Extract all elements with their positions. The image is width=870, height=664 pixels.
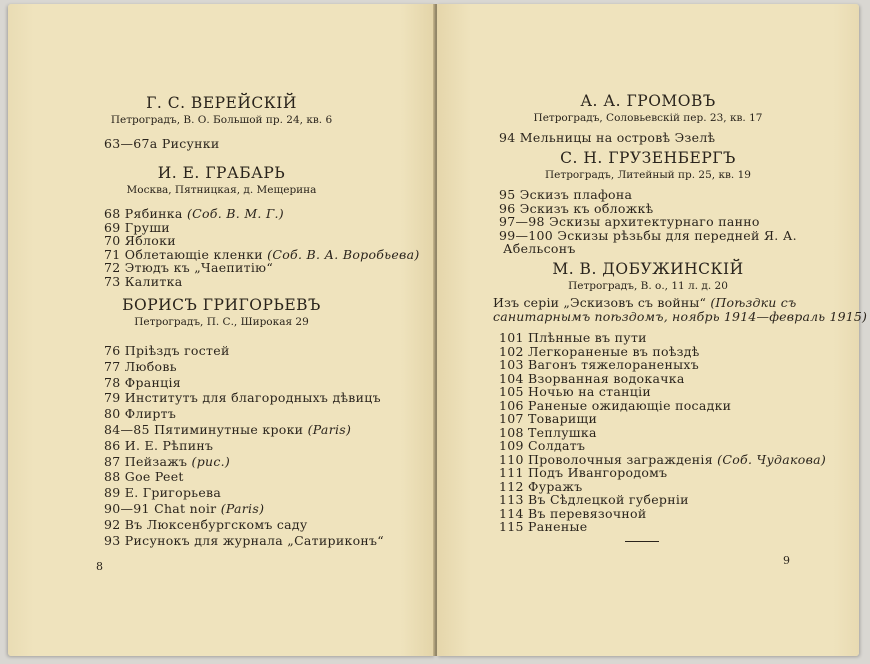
- artwork-collection-note: (Соб. В. М. Г.): [186, 206, 284, 221]
- artwork-entry: [499, 385, 826, 399]
- artwork-title: Рябинка: [124, 206, 183, 221]
- artwork-title: Товарищи: [528, 411, 598, 426]
- page-number: 9: [783, 554, 790, 567]
- artwork-number: 79: [104, 390, 121, 406]
- artwork-entry: [104, 517, 384, 533]
- artwork-entry: [104, 375, 384, 391]
- artist-name: Г. С. ВЕРЕЙСКІЙ: [146, 94, 297, 112]
- artwork-title: Ночью на станціи: [528, 384, 652, 399]
- series-note: (Поѣздки съ: [710, 295, 797, 310]
- artwork-title: Яблоки: [124, 233, 176, 248]
- artwork-entry: [104, 275, 420, 289]
- artwork-entry: [499, 372, 826, 386]
- page-number: 8: [96, 560, 103, 573]
- artwork-number: 69: [104, 219, 121, 235]
- artwork-entry: [499, 399, 826, 413]
- artist-address: Петроградъ, В. о., 11 л. д. 20: [568, 280, 728, 292]
- artwork-entry: [104, 406, 384, 422]
- artwork-title: Goe Peet: [124, 469, 184, 485]
- artwork-title: Легкораненые въ поѣздѣ: [528, 343, 700, 359]
- artwork-number: 99—100: [499, 227, 554, 243]
- artist-header: [437, 149, 859, 182]
- artwork-list: [499, 331, 826, 534]
- artist-name: БОРИСЪ ГРИГОРЬЕВЪ: [122, 296, 321, 314]
- artwork-title: Мельницы на островѣ Эзелѣ: [519, 130, 716, 145]
- series-note-continued: санитарнымъ поѣздомъ, ноябрь 1914—февраль 1915): [493, 309, 868, 324]
- artwork-number: 90—91: [104, 500, 150, 516]
- artwork-entry: [499, 507, 826, 521]
- artwork-number: 105: [499, 384, 524, 399]
- artwork-collection-note: (Соб. В. А. Воробьева): [267, 246, 420, 262]
- artwork-title: Любовь: [124, 358, 177, 374]
- artwork-collection-note: (Paris): [307, 421, 352, 437]
- series-title: Изъ серіи „Эскизовъ съ войны“: [493, 295, 707, 310]
- artwork-list: [104, 343, 384, 548]
- artist-address: Петроградъ, П. С., Широкая 29: [134, 316, 309, 328]
- artwork-entry: [499, 345, 826, 359]
- artwork-number: 106: [499, 397, 524, 413]
- artwork-entry: [499, 188, 797, 202]
- artwork-number: 68: [104, 206, 121, 221]
- artwork-title: И. Е. Рѣпинъ: [124, 437, 214, 453]
- artist-address: Петроградъ, Литейный пр. 25, кв. 19: [545, 169, 751, 181]
- artwork-number: 86: [104, 437, 121, 453]
- artwork-entry: [104, 221, 420, 235]
- artwork-entry: [499, 453, 826, 467]
- artwork-number: 87: [104, 453, 121, 469]
- artwork-number: 84—85: [104, 421, 150, 437]
- artwork-title: Этюдъ къ „Чаепитію“: [124, 260, 274, 275]
- artwork-number: 103: [499, 357, 524, 372]
- artwork-number: 89: [104, 485, 121, 501]
- artwork-title: Флиртъ: [124, 406, 177, 422]
- artwork-entry: [104, 469, 384, 485]
- artwork-title: Эскизъ плафона: [519, 187, 633, 202]
- artwork-title: Рисунокъ для журнала „Сатириконъ“: [124, 532, 384, 548]
- artwork-title: Плѣнные въ пути: [528, 330, 647, 345]
- artist-header: [8, 296, 435, 329]
- artist-name: М. В. ДОБУЖИНСКІЙ: [552, 260, 744, 278]
- artwork-title: Эскизы рѣзьбы для передней Я. А.: [557, 227, 797, 243]
- artwork-title: Абельсонъ: [503, 241, 576, 256]
- left-page: [8, 4, 435, 656]
- artwork-entry: [499, 466, 826, 480]
- artwork-title: Вагонъ тяжелораненыхъ: [528, 357, 699, 372]
- artwork-number: 97—98: [499, 214, 545, 229]
- artwork-entry: [499, 358, 826, 372]
- artist-header: [437, 92, 859, 125]
- artwork-number: 76: [104, 343, 121, 358]
- left-page-content: [8, 4, 435, 656]
- right-page: [437, 4, 868, 656]
- artwork-title: Пейзажъ: [124, 453, 188, 469]
- artwork-number: 73: [104, 273, 121, 289]
- artwork-title: Пятиминутные кроки: [154, 421, 304, 437]
- artwork-number: 108: [499, 424, 524, 440]
- artwork-title: Въ Люксенбургскомъ саду: [124, 516, 308, 532]
- artist-header: [437, 260, 859, 293]
- artwork-entry: [499, 493, 826, 507]
- artwork-number: 95: [499, 187, 516, 202]
- artwork-entry: [104, 359, 384, 375]
- artwork-entry: [499, 480, 826, 494]
- artwork-entry: [104, 248, 420, 262]
- artist-address: Петроградъ, Соловьевскій пер. 23, кв. 17: [533, 112, 763, 124]
- artwork-entry: [104, 485, 384, 501]
- artist-name: А. А. ГРОМОВЪ: [580, 92, 716, 110]
- artwork-title: Фуражъ: [528, 478, 583, 494]
- artwork-number: 78: [104, 374, 121, 390]
- artwork-collection-note: (Paris): [220, 500, 265, 516]
- artist-address: Москва, Пятницкая, д. Мещерина: [126, 184, 317, 196]
- artwork-title: Chat noir: [154, 500, 217, 516]
- artwork-title: Пріѣздъ гостей: [124, 343, 230, 358]
- artwork-title: Эскизы архитектурнаго панно: [549, 214, 760, 229]
- artist-address: Петроградъ, В. О. Большой пр. 24, кв. 6: [110, 114, 333, 126]
- artwork-entry: [104, 390, 384, 406]
- artwork-list: [104, 207, 420, 288]
- artwork-number: 101: [499, 330, 524, 345]
- artwork-number: 71: [104, 246, 121, 262]
- artwork-entry: [499, 242, 797, 256]
- artwork-entry: [104, 261, 420, 275]
- artwork-entry: [499, 202, 797, 216]
- artwork-list: [499, 188, 797, 256]
- artwork-title: Калитка: [124, 273, 183, 289]
- artwork-number: 115: [499, 519, 524, 534]
- artwork-entry: [499, 215, 797, 229]
- artwork-number: 77: [104, 358, 121, 374]
- right-page-content: [437, 4, 868, 656]
- artwork-number: 70: [104, 233, 121, 248]
- artwork-title: Проволочныя загражденія: [528, 451, 713, 467]
- artist-header: [8, 164, 435, 197]
- artwork-number: 92: [104, 516, 121, 532]
- artwork-number: 80: [104, 406, 121, 422]
- artwork-number: 102: [499, 343, 524, 359]
- artwork-number: 104: [499, 370, 524, 386]
- artwork-entry: [104, 137, 220, 151]
- artwork-entry: [499, 229, 797, 243]
- artwork-collection-note: (рис.): [191, 453, 231, 469]
- artwork-title: Въ перевязочной: [528, 505, 647, 521]
- series-intro: [493, 295, 868, 324]
- artwork-title: Е. Григорьева: [124, 485, 222, 501]
- artwork-title: Груши: [124, 219, 170, 235]
- artwork-number: 107: [499, 411, 524, 426]
- end-rule: [625, 541, 659, 542]
- artwork-entry: [499, 426, 826, 440]
- artwork-list: [499, 131, 715, 145]
- artwork-entry: [499, 131, 715, 145]
- artwork-title: Теплушка: [528, 424, 597, 440]
- artwork-title: Солдатъ: [528, 438, 586, 453]
- artwork-number: 110: [499, 451, 524, 467]
- artwork-number: 93: [104, 532, 121, 548]
- artist-name: С. Н. ГРУЗЕНБЕРГЪ: [560, 149, 736, 167]
- artwork-title: Эскизъ къ обложкѣ: [519, 200, 654, 216]
- artwork-entry: [104, 207, 420, 221]
- artwork-list: [104, 137, 220, 151]
- artist-name: И. Е. ГРАБАРЬ: [157, 164, 286, 182]
- artwork-number: 113: [499, 492, 524, 507]
- artwork-entry: [104, 422, 384, 438]
- artwork-entry: [104, 343, 384, 359]
- artwork-entry: [104, 533, 384, 549]
- artwork-entry: [499, 520, 826, 534]
- artwork-number: 94: [499, 130, 516, 145]
- artwork-entry: [499, 412, 826, 426]
- artwork-title: Институтъ для благородныхъ дѣвицъ: [124, 390, 381, 406]
- artwork-number: 109: [499, 438, 524, 453]
- artwork-number: 111: [499, 465, 524, 480]
- artist-header: [8, 94, 435, 127]
- artwork-title: Облетающіе кленки: [124, 246, 263, 262]
- artwork-number: 96: [499, 200, 516, 216]
- artwork-number: 114: [499, 505, 524, 521]
- artwork-entry: [104, 438, 384, 454]
- artwork-entry: [104, 501, 384, 517]
- artwork-entry: [499, 331, 826, 345]
- artwork-number: 112: [499, 478, 524, 494]
- artwork-title: Подъ Ивангородомъ: [528, 465, 668, 480]
- artwork-number: 63—67а: [104, 136, 158, 151]
- artwork-entry: [104, 454, 384, 470]
- artwork-title: Раненые: [528, 519, 588, 534]
- artwork-number: 72: [104, 260, 121, 275]
- artwork-title: Въ Сѣдлецкой губерніи: [528, 492, 689, 507]
- artwork-entry: [499, 439, 826, 453]
- artwork-number: 88: [104, 469, 121, 485]
- artwork-title: Взорванная водокачка: [528, 370, 685, 386]
- artwork-collection-note: (Соб. Чудакова): [717, 451, 827, 467]
- artwork-title: Франція: [124, 374, 181, 390]
- artwork-entry: [104, 234, 420, 248]
- artwork-title: Рисунки: [161, 136, 220, 151]
- artwork-title: Раненые ожидающіе посадки: [528, 397, 732, 413]
